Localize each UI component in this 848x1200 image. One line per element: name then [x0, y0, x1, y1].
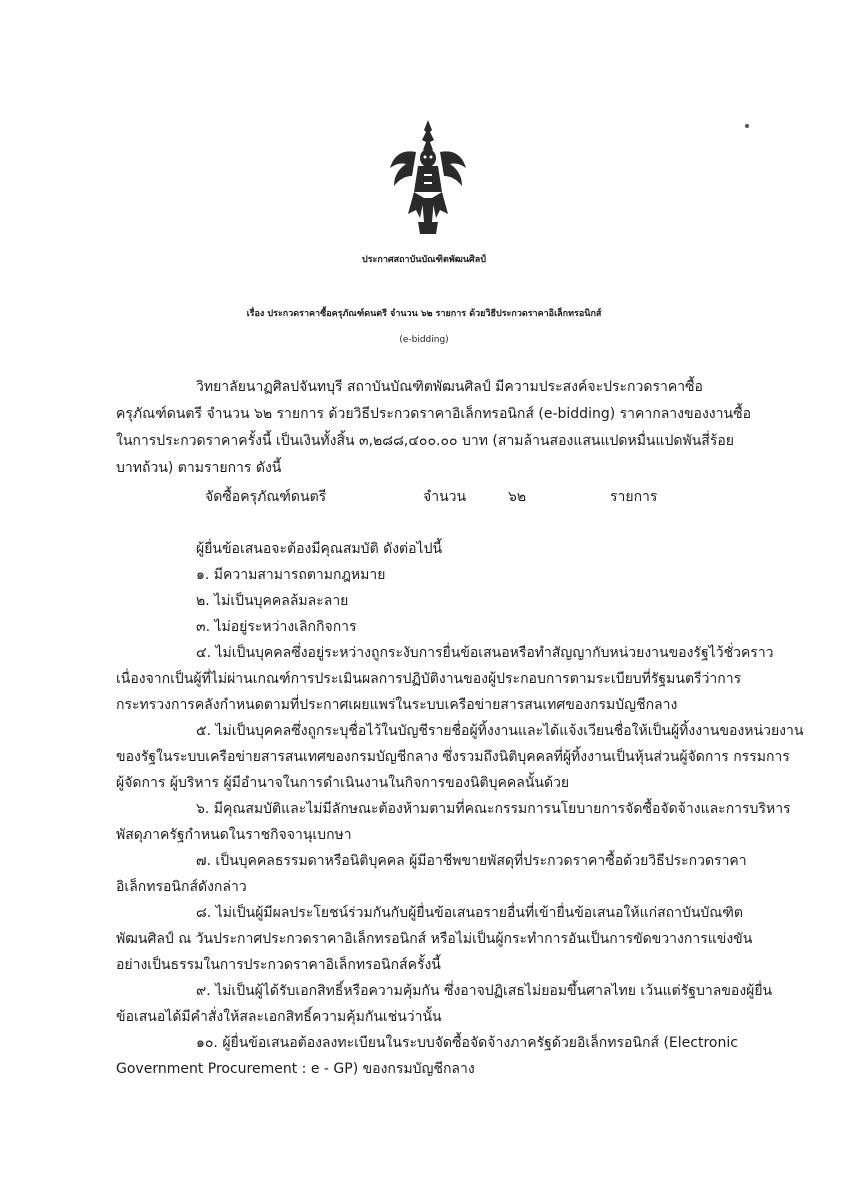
item-qty-label: จำนวน [423, 489, 467, 505]
qualifications-heading: ผู้ยื่นข้อเสนอจะต้องมีคุณสมบัติ ดังต่อไปนี้ [196, 541, 443, 557]
announcement-title: ประกาศสถาบันบัณฑิตพัฒนศิลป์ [362, 255, 486, 265]
qualification-item: ของรัฐในระบบเครือข่ายสารสนเทศของกรมบัญชีกลาง ซึ่งรวมถึงนิติบุคคลที่ผู้ทิ้งงานเป็นหุ้นส่วนผู้จัดการ กรรมการ [116, 749, 790, 765]
intro-line: ในการประกวดราคาครั้งนี้ เป็นเงินทั้งสิ้น ๓,๒๘๘,๔๐๐.๐๐ บาท (สามล้านสองแสนแปดหมื่นแปดพันสี่ร้อย [116, 433, 734, 449]
qualification-item: ๘. ไม่เป็นผู้มีผลประโยชน์ร่วมกันกับผู้ยื่นข้อเสนอรายอื่นที่เข้ายื่นข้อเสนอให้แก่สถาบันบัณฑิต [196, 905, 743, 921]
qualification-item: ๑. มีความสามารถตามกฎหมาย [196, 567, 386, 583]
qualification-item: พัฒนศิลป์ ณ วันประกาศประกวดราคาอิเล็กทรอนิกส์ หรือไม่เป็นผู้กระทำการอันเป็นการขัดขวางการแข่งขัน [116, 931, 753, 947]
qualification-item: Government Procurement : e - GP) ของกรมบัญชีกลาง [116, 1061, 475, 1077]
qualification-item: ๓. ไม่อยู่ระหว่างเลิกกิจการ [196, 619, 357, 635]
intro-line: ครุภัณฑ์ดนตรี จำนวน ๖๒ รายการ ด้วยวิธีประกวดราคาอิเล็กทรอนิกส์ (e-bidding) ราคากลางของงานซื้อ [116, 406, 751, 422]
qualification-item: ๙. ไม่เป็นผู้ได้รับเอกสิทธิ์หรือความคุ้มกัน ซึ่งอาจปฏิเสธไม่ยอมขึ้นศาลไทย เว้นแต่รัฐบาลของผู้ยื่น [196, 983, 773, 999]
announcement-subject: เรื่อง ประกวดราคาซื้อครุภัณฑ์ดนตรี จำนวน ๖๒ รายการ ด้วยวิธีประกวดราคาอิเล็กทรอนิกส์ [246, 309, 602, 319]
qualification-item: เนื่องจากเป็นผู้ที่ไม่ผ่านเกณฑ์การประเมินผลการปฏิบัติงานของผู้ประกอบการตามระเบียบที่รัฐมนตรีว่าการ [116, 671, 742, 687]
item-name: จัดซื้อครุภัณฑ์ดนตรี [205, 489, 327, 505]
item-unit: รายการ [610, 489, 658, 505]
intro-line: วิทยาลัยนาฏศิลปจันทบุรี สถาบันบัณฑิตพัฒนศิลป์ มีความประสงค์จะประกวดราคาซื้อ [196, 379, 703, 395]
qualification-item: อิเล็กทรอนิกส์ดังกล่าว [116, 879, 247, 895]
qualification-item: ๕. ไม่เป็นบุคคลซึ่งถูกระบุชื่อไว้ในบัญชีรายชื่อผู้ทิ้งงานและได้แจ้งเวียนชื่อให้เป็นผู้ทิ้งงานของหน่วยงาน [196, 723, 804, 739]
qualification-item: ๑๐. ผู้ยื่นข้อเสนอต้องลงทะเบียนในระบบจัดซื้อจัดจ้างภาครัฐด้วยอิเล็กทรอนิกส์ (Electronic [196, 1035, 738, 1051]
qualification-item: ๔. ไม่เป็นบุคคลซึ่งอยู่ระหว่างถูกระงับการยื่นข้อเสนอหรือทำสัญญากับหน่วยงานของรัฐไว้ชั่วคราว [196, 645, 774, 661]
qualification-item: ๖. มีคุณสมบัติและไม่มีลักษณะต้องห้ามตามที่คณะกรรมการนโยบายการจัดซื้อจัดจ้างและการบริหาร [196, 801, 791, 817]
garuda-emblem-icon [386, 118, 470, 238]
item-qty: ๖๒ [508, 489, 527, 505]
qualification-item: ๗. เป็นบุคคลธรรมดาหรือนิติบุคคล ผู้มีอาชีพขายพัสดุที่ประกวดราคาซื้อด้วยวิธีประกวดราคา [196, 853, 747, 869]
announcement-subject-suffix: (e-bidding) [399, 335, 449, 345]
qualification-item: ๒. ไม่เป็นบุคคลล้มละลาย [196, 593, 349, 609]
qualification-item: กระทรวงการคลังกำหนดตามที่ประกาศเผยแพร่ในระบบเครือข่ายสารสนเทศของกรมบัญชีกลาง [116, 697, 678, 713]
qualification-item: อย่างเป็นธรรมในการประกวดราคาอิเล็กทรอนิกส์ครั้งนี้ [116, 957, 441, 973]
intro-line: บาทถ้วน) ตามรายการ ดังนี้ [116, 460, 282, 476]
qualification-item: ผู้จัดการ ผู้บริหาร ผู้มีอำนาจในการดำเนินงานในกิจการของนิติบุคคลนั้นด้วย [116, 775, 570, 791]
scan-speck [745, 124, 749, 128]
qualification-item: พัสดุภาครัฐกำหนดในราชกิจจานุเบกษา [116, 827, 352, 843]
qualification-item: ข้อเสนอได้มีคำสั่งให้สละเอกสิทธิ์ความคุ้มกันเช่นว่านั้น [116, 1009, 442, 1025]
